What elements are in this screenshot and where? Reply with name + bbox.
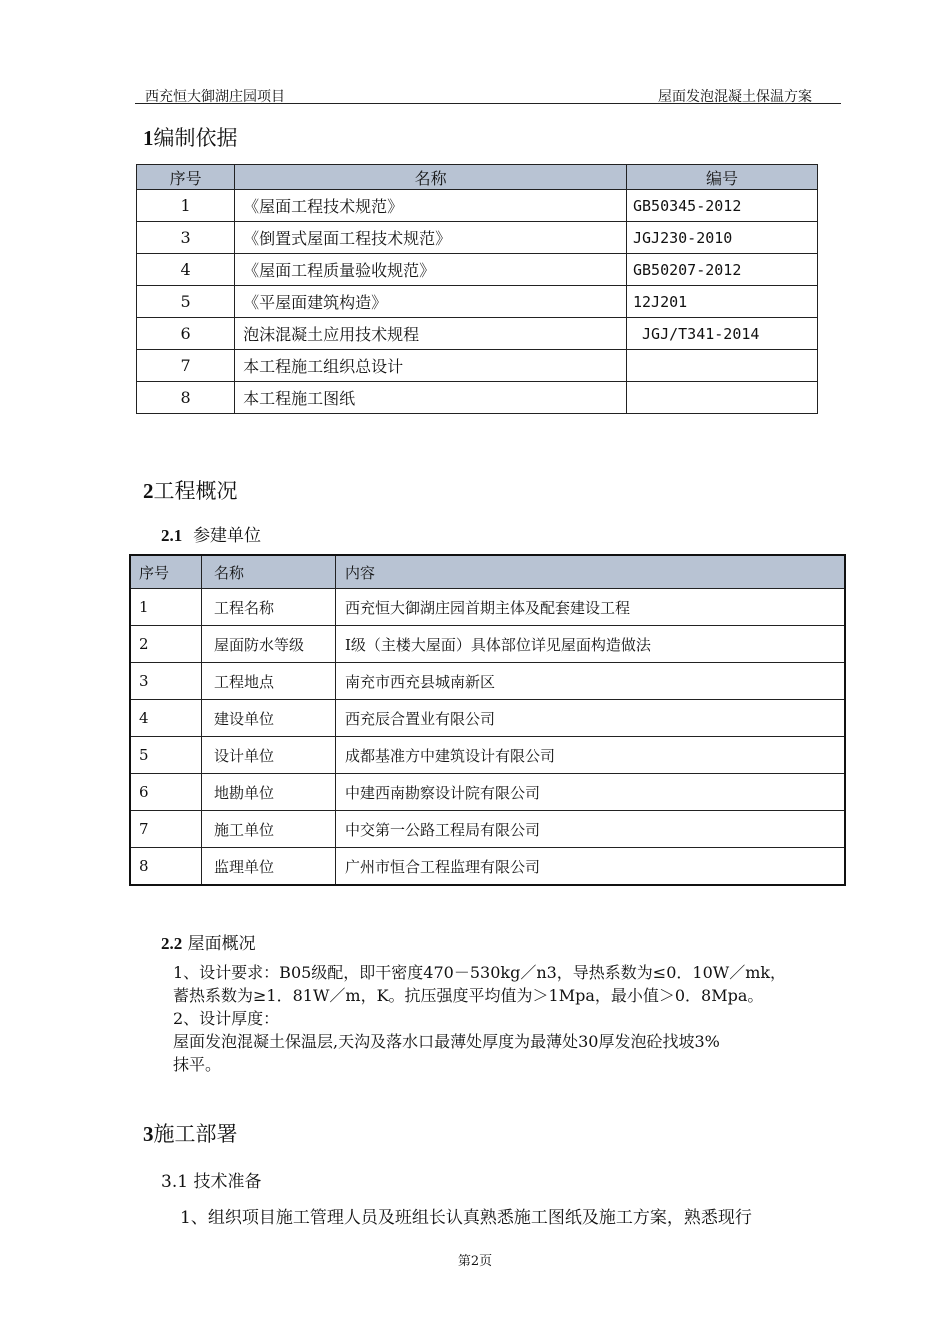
row-code: 12J201	[626, 286, 817, 318]
column-header-code: 编号	[626, 165, 817, 190]
row-code: GB50345-2012	[626, 190, 817, 222]
row-name: 工程名称	[202, 589, 336, 626]
row-content: 中建西南勘察设计院有限公司	[336, 774, 846, 811]
section-2-heading	[143, 475, 238, 505]
column-header-content: 内容	[336, 555, 846, 589]
subsection-2-1-title: 参建单位	[193, 526, 262, 546]
row-index: 7	[130, 811, 202, 848]
table-row	[137, 382, 818, 414]
row-name: 工程地点	[202, 663, 336, 700]
roof-design-thickness-label: 2、设计厚度：	[173, 1009, 280, 1028]
basis-table	[136, 164, 818, 414]
row-index: 6	[130, 774, 202, 811]
table-row	[137, 318, 818, 350]
section-2-title: 工程概况	[153, 479, 238, 503]
section-1-title: 编制依据	[153, 126, 238, 150]
technical-preparation-line: 1、组织项目施工管理人员及班组长认真熟悉施工图纸及施工方案，熟悉现行	[180, 1208, 752, 1228]
row-name: 《平屋面建筑构造》	[235, 286, 627, 318]
row-name: 本工程施工组织总设计	[235, 350, 627, 382]
row-name: 设计单位	[202, 737, 336, 774]
row-name: 地勘单位	[202, 774, 336, 811]
row-name: 《倒置式屋面工程技术规范》	[235, 222, 627, 254]
subsection-2-2-heading	[161, 929, 256, 954]
row-index: 1	[137, 190, 235, 222]
row-name: 施工单位	[202, 811, 336, 848]
section-1-heading	[143, 122, 238, 152]
table-row	[130, 626, 845, 663]
roof-design-requirement-line: 蓄热系数为≥1．81W／m，K。抗压强度平均值为＞1Mpa，最小值＞0．8Mpa。	[173, 986, 764, 1005]
section-3-title: 施工部署	[153, 1122, 238, 1146]
row-content: 中交第一公路工程局有限公司	[336, 811, 846, 848]
table-row	[137, 254, 818, 286]
row-index: 3	[130, 663, 202, 700]
roof-design-requirement-line: 1、设计要求：B05级配，即干密度470－530kg／n3，导热系数为≤0．10W／mk，	[173, 963, 787, 982]
subsection-2-2-title: 屋面概况	[187, 934, 256, 954]
row-code: JGJ230-2010	[626, 222, 817, 254]
row-name: 《屋面工程质量验收规范》	[235, 254, 627, 286]
section-3-number: 3	[143, 1122, 154, 1146]
row-index: 3	[137, 222, 235, 254]
row-content: 广州市恒合工程监理有限公司	[336, 848, 846, 886]
roof-overview-body	[173, 961, 853, 1076]
row-code: GB50207-2012	[626, 254, 817, 286]
page-number: 第2页	[457, 1254, 493, 1269]
table-row	[130, 848, 845, 886]
row-index: 8	[137, 382, 235, 414]
header-project-name: 西充恒大御湖庄园项目	[145, 89, 285, 105]
section-1-number: 1	[143, 126, 154, 150]
row-index: 1	[130, 589, 202, 626]
row-content: 西充恒大御湖庄园首期主体及配套建设工程	[336, 589, 846, 626]
table-row	[130, 589, 845, 626]
subsection-2-1-heading	[161, 521, 261, 546]
column-header-index: 序号	[137, 165, 235, 190]
row-content: I级（主楼大屋面）具体部位详见屋面构造做法	[336, 626, 846, 663]
roof-design-thickness-line: 屋面发泡混凝土保温层,天沟及落水口最薄处厚度为最薄处30厚发泡砼找坡3%	[173, 1032, 720, 1051]
row-name: 泡沫混凝土应用技术规程	[235, 318, 627, 350]
header-document-title: 屋面发泡混凝土保温方案	[658, 89, 812, 105]
row-code	[626, 350, 817, 382]
row-index: 8	[130, 848, 202, 886]
table-row	[130, 663, 845, 700]
row-content: 南充市西充县城南新区	[336, 663, 846, 700]
table-row	[137, 222, 818, 254]
row-index: 2	[130, 626, 202, 663]
table-row	[137, 350, 818, 382]
row-index: 5	[130, 737, 202, 774]
roof-design-thickness-line: 抹平。	[173, 1055, 222, 1074]
subsection-2-2-number: 2.2	[161, 934, 183, 953]
table-row	[130, 737, 845, 774]
row-code: JGJ/T341-2014	[626, 318, 817, 350]
table-row	[130, 811, 845, 848]
row-name: 屋面防水等级	[202, 626, 336, 663]
row-name: 监理单位	[202, 848, 336, 886]
table-header-row	[130, 555, 845, 589]
participants-table	[129, 554, 846, 886]
row-index: 6	[137, 318, 235, 350]
row-index: 4	[130, 700, 202, 737]
row-name: 建设单位	[202, 700, 336, 737]
row-name: 《屋面工程技术规范》	[235, 190, 627, 222]
table-row	[130, 700, 845, 737]
header-divider	[135, 103, 841, 104]
column-header-name: 名称	[202, 555, 336, 589]
table-row	[137, 190, 818, 222]
row-index: 7	[137, 350, 235, 382]
row-index: 4	[137, 254, 235, 286]
row-name: 本工程施工图纸	[235, 382, 627, 414]
row-content: 成都基准方中建筑设计有限公司	[336, 737, 846, 774]
table-row	[137, 286, 818, 318]
section-2-number: 2	[143, 479, 154, 503]
row-content: 西充辰合置业有限公司	[336, 700, 846, 737]
column-header-name: 名称	[235, 165, 627, 190]
column-header-index: 序号	[130, 555, 202, 589]
row-code	[626, 382, 817, 414]
row-index: 5	[137, 286, 235, 318]
subsection-3-1-heading: 3.1 技术准备	[161, 1172, 262, 1192]
table-header-row	[137, 165, 818, 190]
subsection-2-1-number: 2.1	[161, 526, 183, 545]
section-3-heading	[143, 1118, 238, 1148]
table-row	[130, 774, 845, 811]
